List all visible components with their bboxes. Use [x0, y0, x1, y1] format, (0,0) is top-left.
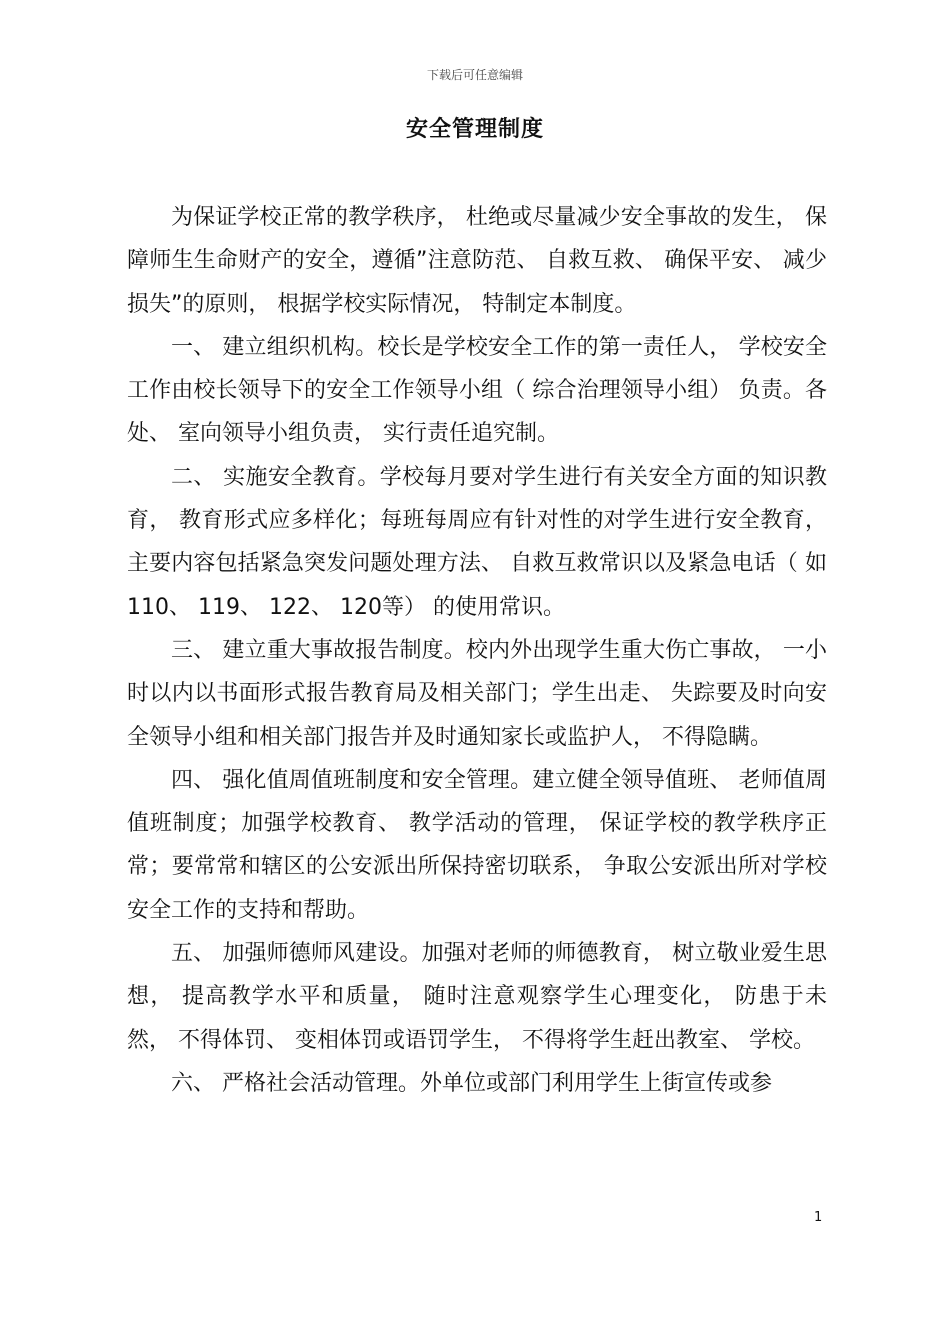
paragraph-intro: 为保证学校正常的教学秩序， 杜绝或尽量减少安全事故的发生， 保障师生生命财产的安全，遵循”注意防范、 自救互救、 确保平安、 减少损失”的原则， 根据学校实际情况， 特制定本制度。 — [127, 205, 827, 317]
paragraph-section-2: 二、 实施安全教育。学校每月要对学生进行有关安全方面的知识教育， 教育形式应多样化；每班每周应有针对性的对学生进行安全教育， 主要内容包括紧急突发问题处理方法、 自救互救常识以及紧急电话（ 如110、 119、 122、 120等） 的使用常识。 — [127, 464, 827, 620]
document-body — [127, 196, 827, 1105]
paragraph-section-5: 五、 加强师德师风建设。加强对老师的师德教育， 树立敬业爱生思想， 提高教学水平和质量， 随时注意观察学生心理变化， 防患于未然， 不得体罚、 变相体罚或语罚学生， 不得将学生赶出教室、 学校。 — [127, 941, 827, 1053]
download-note: 下载后可任意编辑 — [426, 68, 523, 82]
paragraph-section-6: 六、 严格社会活动管理。外单位或部门利用学生上街宣传或参 — [171, 1070, 772, 1096]
document-title: 安全管理制度 — [405, 117, 544, 142]
paragraph-section-1: 一、 建立组织机构。校长是学校安全工作的第一责任人， 学校安全工作由校长领导下的安全工作领导小组（ 综合治理领导小组） 负责。各处、 室向领导小组负责， 实行责任追究制。 — [127, 334, 827, 447]
paragraph-section-3: 三、 建立重大事故报告制度。校内外出现学生重大伤亡事故， 一小时以内以书面形式报告教育局及相关部门；学生出走、 失踪要及时向安全领导小组和相关部门报告并及时通知家长或监护人， 不得隐瞒。 — [127, 637, 827, 750]
page-number: 1 — [814, 1210, 823, 1225]
paragraph-section-4: 四、 强化值周值班制度和安全管理。建立健全领导值班、 老师值周值班制度；加强学校教育、 教学活动的管理， 保证学校的教学秩序正常；要常常和辖区的公安派出所保持密切联系， 争取公安派出所对学校安全工作的支持和帮助。 — [127, 767, 827, 923]
